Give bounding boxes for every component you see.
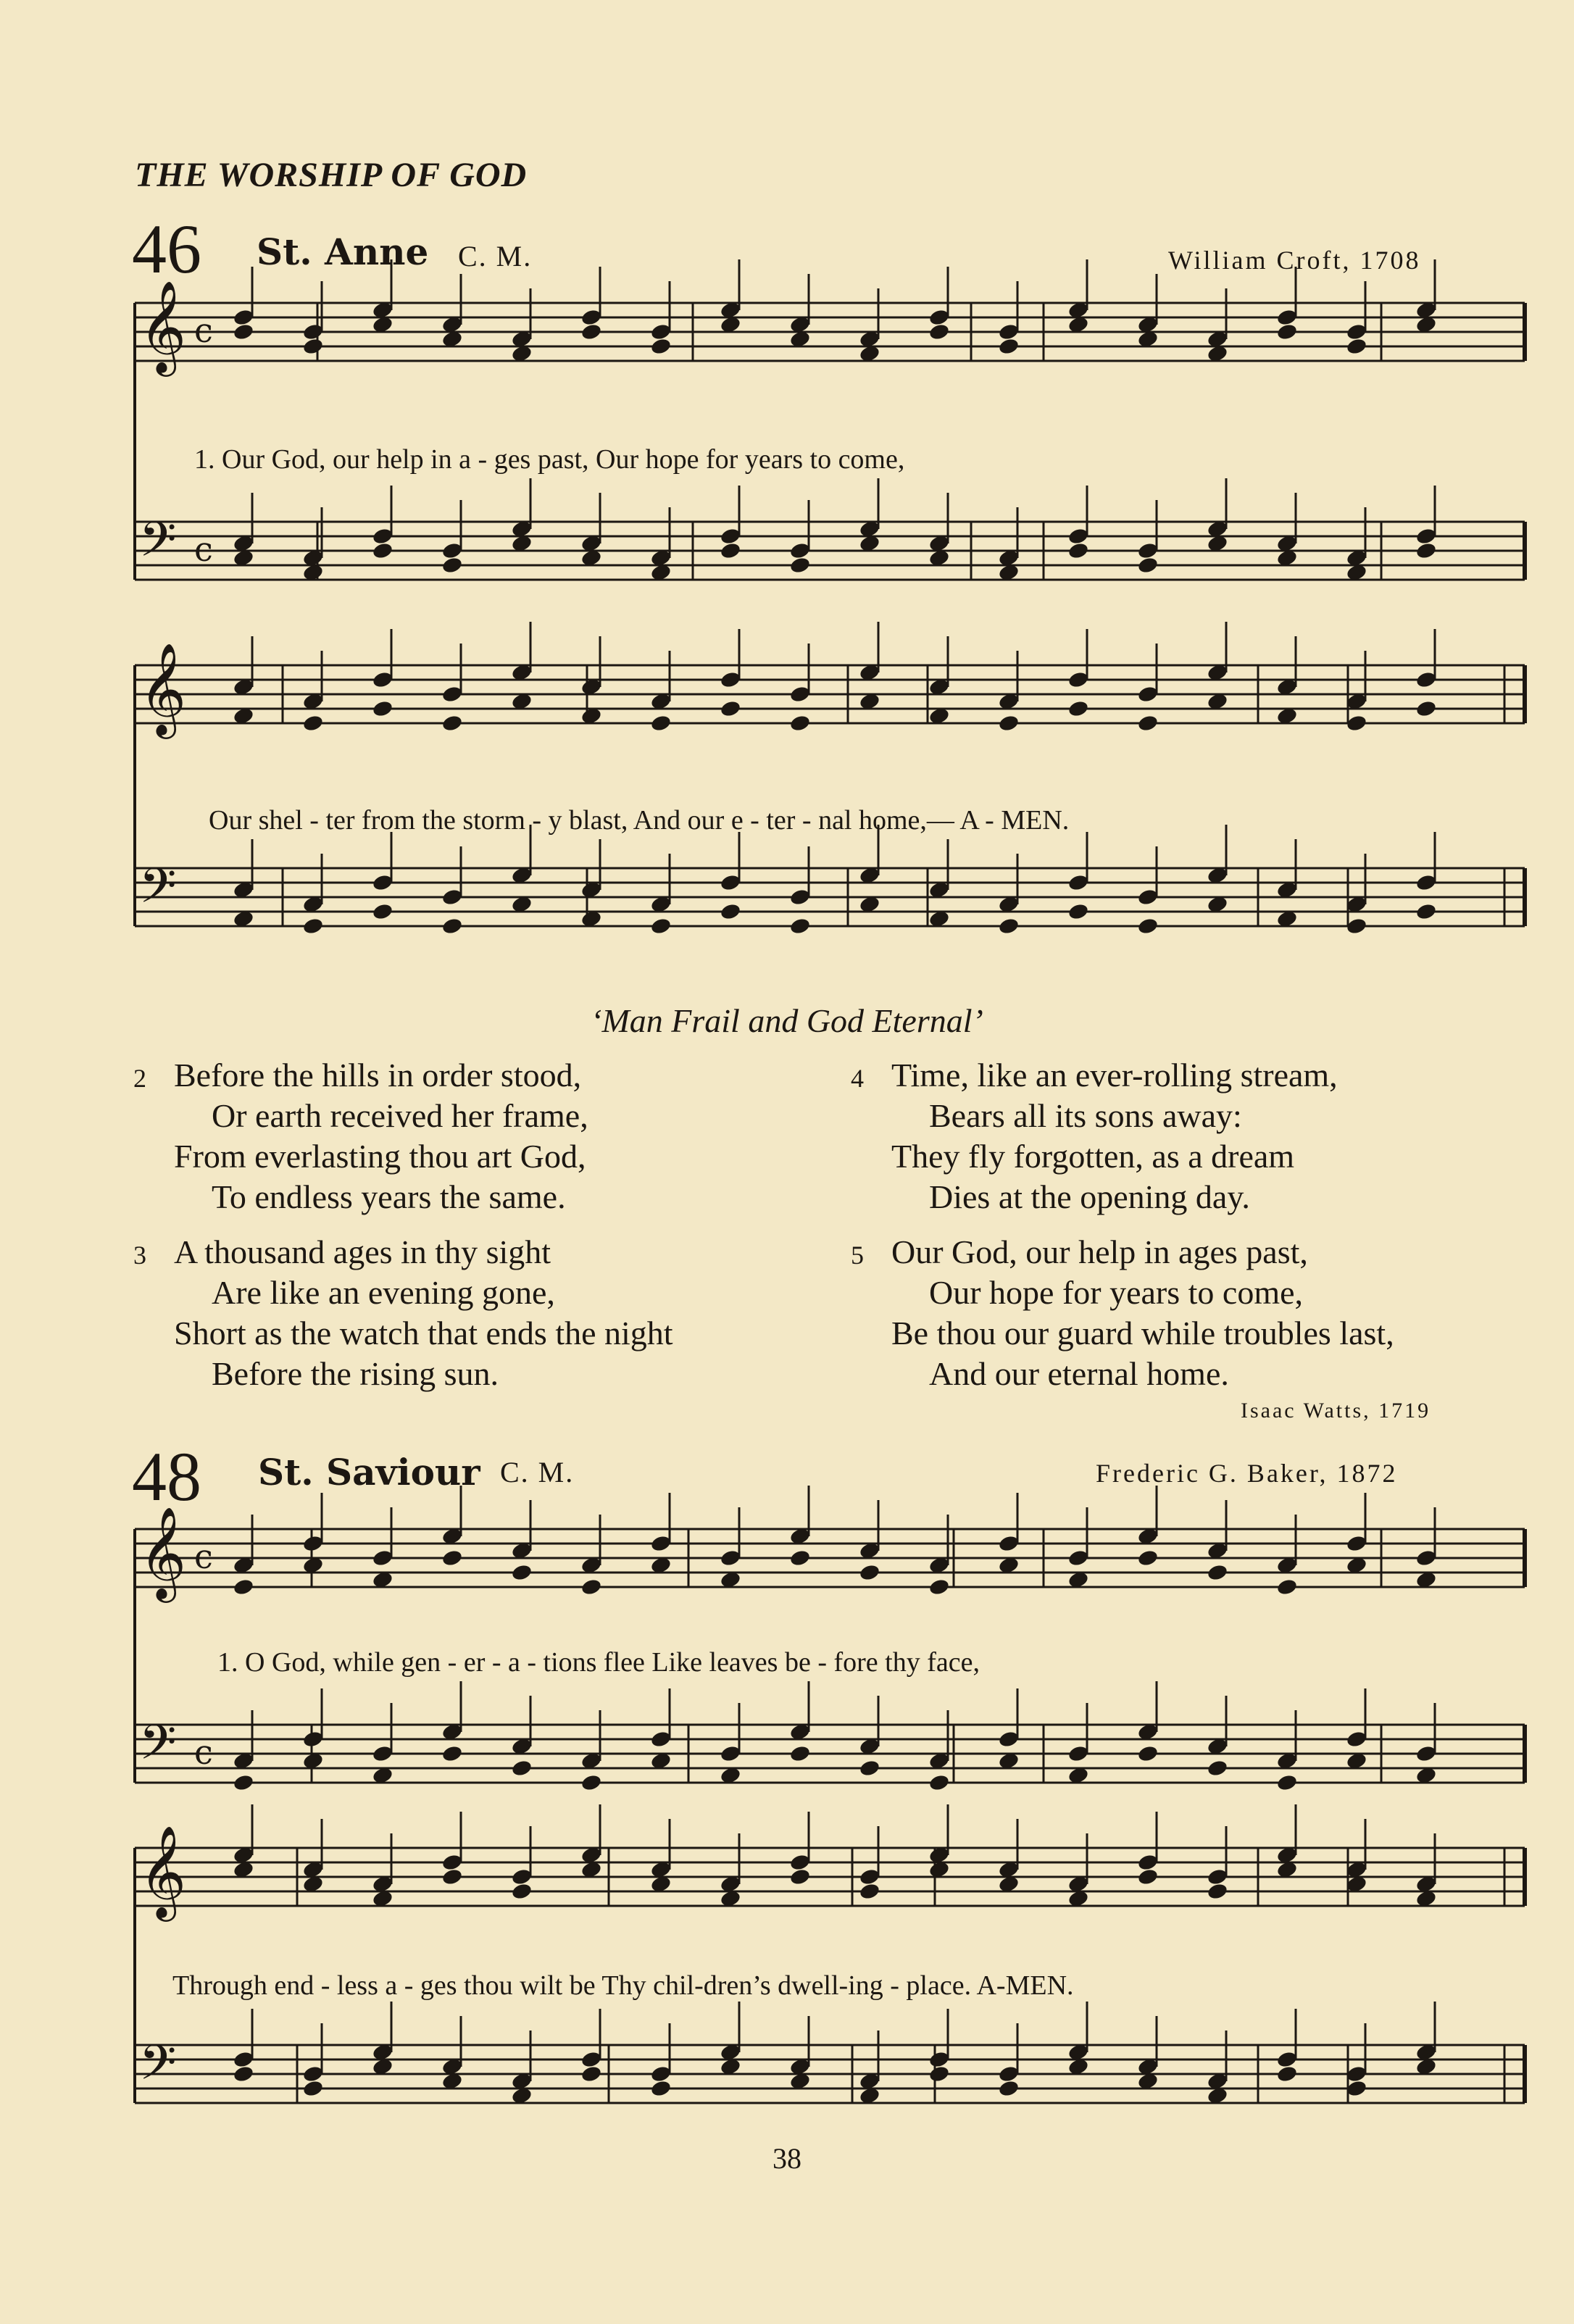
verse-line: To endless years the same. [212, 1178, 566, 1215]
verse-number: 4 [851, 1064, 864, 1093]
hymn-number: 48 [132, 1438, 201, 1515]
svg-text:c: c [194, 530, 213, 569]
verse-4 [851, 1055, 1338, 1217]
tune-name: St. Anne [257, 230, 429, 273]
verse-line: Before the rising sun. [212, 1355, 499, 1392]
verse-number: 5 [851, 1241, 864, 1270]
author: Isaac Watts, 1719 [1241, 1399, 1431, 1423]
hymn-number: 46 [132, 210, 201, 288]
verse-line: They fly forgotten, as a dream [891, 1138, 1295, 1175]
meter: C. M. [500, 1456, 575, 1488]
verse-line: A thousand ages in thy sight [174, 1233, 551, 1270]
verse-line: Are like an evening gone, [212, 1274, 555, 1311]
verse-line: Before the hills in order stood, [174, 1057, 582, 1094]
hymn2-lyric-line2: Through end - less a - ges thou wilt be Thy chil-dren’s dwell-ing - place. A-MEN. [172, 1970, 1074, 2001]
verse-line: Our hope for years to come, [929, 1274, 1304, 1311]
page-number: 38 [773, 2142, 801, 2175]
svg-text:𝄞: 𝄞 [139, 1506, 187, 1599]
svg-text:𝄢: 𝄢 [139, 2035, 177, 2102]
verse-line: Or earth received her frame, [212, 1097, 588, 1134]
verse-line: From everlasting thou art God, [174, 1138, 586, 1175]
verse-number: 3 [133, 1241, 146, 1270]
svg-text:𝄢: 𝄢 [139, 512, 177, 579]
verse-line: Bears all its sons away: [929, 1097, 1242, 1134]
verse-line: Short as the watch that ends the night [174, 1315, 673, 1351]
svg-text:c: c [194, 1537, 213, 1576]
svg-text:c: c [194, 1733, 213, 1772]
svg-text:𝄢: 𝄢 [139, 858, 177, 925]
svg-text:c: c [194, 311, 213, 350]
svg-text:𝄢: 𝄢 [139, 1715, 177, 1782]
hymn2-lyric-line1: 1. O God, while gen - er - a - tions flee Like leaves be - fore thy face, [217, 1647, 980, 1678]
verse-2 [133, 1055, 588, 1217]
verse-line: Time, like an ever-rolling stream, [891, 1057, 1338, 1094]
hymn1-lyric-line2: Our shel - ter from the storm - y blast, And our e - ter - nal home,— A - MEN. [209, 805, 1070, 836]
hymn1-lyric-line1: 1. Our God, our help in a - ges past, Our hope for years to come, [194, 444, 905, 475]
composer: William Croft, 1708 [1168, 246, 1421, 275]
svg-text:𝄞: 𝄞 [139, 642, 187, 735]
svg-text:𝄞: 𝄞 [139, 280, 187, 372]
verse-line: Our God, our help in ages past, [891, 1233, 1308, 1270]
verse-5 [851, 1232, 1394, 1394]
verse-number: 2 [133, 1064, 146, 1093]
verse-line: Be thou our guard while troubles last, [891, 1315, 1394, 1351]
composer: Frederic G. Baker, 1872 [1096, 1459, 1398, 1488]
svg-text:𝄞: 𝄞 [139, 1825, 187, 1917]
verse-title: ‘Man Frail and God Eternal’ [591, 1002, 983, 1039]
verse-3 [133, 1232, 673, 1394]
verse-line: Dies at the opening day. [929, 1178, 1250, 1215]
meter: C. M. [458, 240, 533, 272]
verse-line: And our eternal home. [929, 1355, 1229, 1392]
section-title: THE WORSHIP OF GOD [135, 156, 528, 194]
tune-name: St. Saviour [258, 1451, 480, 1494]
